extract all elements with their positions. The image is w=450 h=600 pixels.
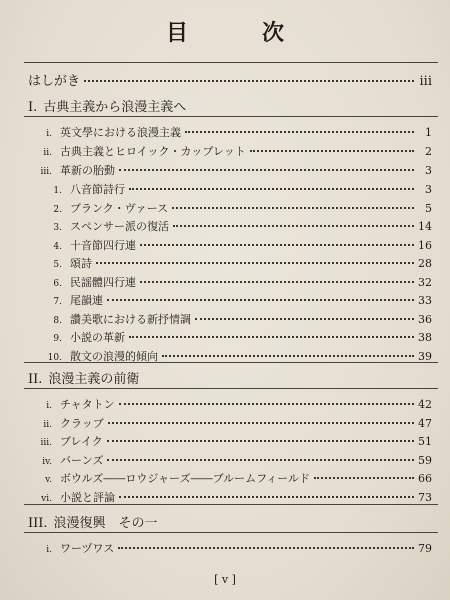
leader-dots xyxy=(119,169,414,171)
toc-label: ワーヅワス xyxy=(60,542,115,555)
toc-page: iii xyxy=(419,74,432,89)
toc-label: クラッブ xyxy=(60,416,104,430)
toc-label: スペンサー派の復活 xyxy=(70,220,169,233)
leader-dots xyxy=(108,422,414,424)
toc-subentry[interactable] xyxy=(44,329,432,345)
toc-number: i. xyxy=(46,401,52,411)
toc-entry[interactable] xyxy=(30,143,432,159)
toc-label: 民謡體四行連 xyxy=(70,275,136,289)
leader-dots xyxy=(195,318,414,320)
toc-label: 英文學における浪漫主義 xyxy=(60,126,181,139)
toc-entry[interactable] xyxy=(30,489,432,505)
toc-number: 6. xyxy=(53,278,62,289)
chapter-rule xyxy=(24,532,438,533)
toc-page: 39 xyxy=(418,349,432,363)
toc-number: vi. xyxy=(41,493,52,504)
toc-page: 16 xyxy=(418,238,432,252)
toc-page: 59 xyxy=(418,453,432,467)
toc-entry[interactable] xyxy=(30,162,432,178)
toc-label: ブレイク xyxy=(60,435,103,448)
toc-page: 14 xyxy=(418,220,432,233)
toc-page: 33 xyxy=(418,294,432,307)
toc-label: 散文の浪漫的傾向 xyxy=(70,349,158,363)
chapter-rule xyxy=(24,388,438,389)
chapter-number: I. xyxy=(28,100,38,115)
toc-subentry[interactable] xyxy=(44,311,432,327)
page-number-footer: [ v ] xyxy=(214,573,236,586)
leader-dots xyxy=(173,225,414,227)
toc-label: ブランク・ヴァース xyxy=(70,201,169,215)
toc-subentry[interactable] xyxy=(44,181,432,197)
toc-number: 3. xyxy=(53,223,62,233)
toc-page: 3 xyxy=(425,164,432,177)
toc-number: i. xyxy=(46,545,52,555)
toc-number: i. xyxy=(46,129,52,139)
toc-label: 讚美歌における新抒情調 xyxy=(70,312,191,326)
leader-dots xyxy=(162,355,414,357)
toc-label: バーンズ xyxy=(60,453,104,467)
toc-entry[interactable] xyxy=(30,396,432,412)
toc-number: 2. xyxy=(53,204,62,215)
toc-entry[interactable] xyxy=(30,540,432,556)
toc-entry[interactable] xyxy=(30,452,432,468)
toc-page: 1 xyxy=(425,126,432,139)
toc-label: 十音節四行連 xyxy=(70,238,136,252)
toc-page: 73 xyxy=(418,490,432,504)
toc-page: 38 xyxy=(418,331,432,344)
toc-page: 51 xyxy=(418,435,432,448)
toc-label: 頌詩 xyxy=(70,257,92,270)
leader-dots xyxy=(107,299,414,301)
toc-number: v. xyxy=(45,475,52,485)
toc-entry-preface[interactable] xyxy=(28,70,432,89)
title-rule xyxy=(24,62,438,63)
leader-dots xyxy=(118,547,414,549)
toc-page: 2 xyxy=(425,145,432,158)
toc-page: 3 xyxy=(425,183,432,196)
leader-dots xyxy=(96,262,414,264)
page-title: 目 次 xyxy=(165,20,310,46)
toc-number: 5. xyxy=(53,260,62,270)
toc-label: はしがき xyxy=(28,74,81,89)
chapter-title: 浪漫復興 その一 xyxy=(53,516,158,531)
toc-label: 革新の胎動 xyxy=(60,164,115,177)
toc-label: 小説と評論 xyxy=(60,490,115,504)
toc-subentry[interactable] xyxy=(44,255,432,271)
chapter-heading-1[interactable] xyxy=(28,96,432,115)
leader-dots xyxy=(140,244,414,246)
toc-number: iv. xyxy=(42,456,52,467)
toc-label: 小説の革新 xyxy=(70,331,125,344)
leader-dots xyxy=(314,477,414,479)
leader-dots xyxy=(140,281,414,283)
toc-entry[interactable] xyxy=(30,415,432,431)
toc-number: 9. xyxy=(53,334,62,344)
leader-dots xyxy=(107,440,414,442)
toc-number: 10. xyxy=(47,352,62,363)
toc-page: 42 xyxy=(418,398,432,411)
leader-dots xyxy=(129,188,414,190)
toc-number: 7. xyxy=(53,297,62,307)
toc-page: 47 xyxy=(418,416,432,430)
toc-number: ii. xyxy=(43,419,52,430)
toc-page: 79 xyxy=(418,542,432,555)
leader-dots xyxy=(119,403,414,405)
toc-number: iii. xyxy=(40,167,52,177)
toc-page: 28 xyxy=(418,257,432,270)
toc-label: チャタトン xyxy=(60,398,115,411)
toc-subentry[interactable] xyxy=(44,292,432,308)
leader-dots xyxy=(84,80,414,82)
chapter-number: II. xyxy=(28,372,43,387)
leader-dots xyxy=(185,131,414,133)
toc-number: 4. xyxy=(53,241,62,252)
leader-dots xyxy=(129,336,414,338)
leader-dots xyxy=(119,496,414,498)
chapter-heading-2[interactable] xyxy=(28,368,432,387)
toc-page: 36 xyxy=(418,312,432,326)
toc-entry[interactable] xyxy=(30,470,432,486)
toc-page: 32 xyxy=(418,275,432,289)
chapter-title: 古典主義から浪漫主義へ xyxy=(43,100,187,115)
toc-subentry[interactable] xyxy=(44,218,432,234)
leader-dots xyxy=(107,459,414,461)
leader-dots xyxy=(172,207,414,209)
toc-number: iii. xyxy=(40,438,52,448)
toc-entry[interactable] xyxy=(30,433,432,449)
chapter-rule xyxy=(24,362,438,363)
leader-dots xyxy=(250,150,414,152)
toc-entry[interactable] xyxy=(30,124,432,140)
chapter-number: III. xyxy=(28,516,48,531)
chapter-rule xyxy=(24,504,438,505)
toc-subentry[interactable] xyxy=(44,200,432,216)
toc-number: 1. xyxy=(53,186,62,196)
toc-subentry[interactable] xyxy=(44,274,432,290)
toc-page: 66 xyxy=(418,472,432,485)
toc-page: 5 xyxy=(425,201,432,215)
chapter-rule xyxy=(24,116,438,117)
toc-number: 8. xyxy=(53,315,62,326)
toc-label: 古典主義とヒロイック・カップレット xyxy=(60,145,246,158)
chapter-heading-3[interactable] xyxy=(28,512,432,531)
toc-subentry[interactable] xyxy=(44,237,432,253)
toc-label: ボウルズ――ロウジャーズ――ブルームフィールド xyxy=(60,472,311,485)
chapter-title: 浪漫主義の前衛 xyxy=(48,372,140,387)
toc-label: 尾韻連 xyxy=(70,294,103,307)
toc-label: 八音節詩行 xyxy=(70,183,125,196)
toc-number: ii. xyxy=(43,148,52,158)
